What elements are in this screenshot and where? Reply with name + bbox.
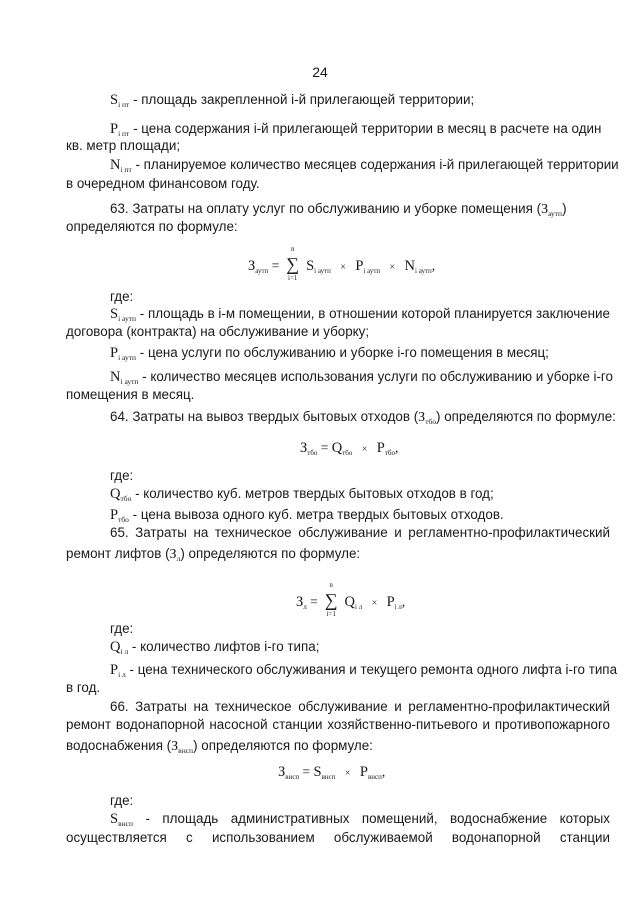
formula-eq: = (310, 594, 318, 609)
formula-op: × (344, 768, 351, 779)
item-66-heading-cont: ремонт водонапорной насосной станции хозяйственно-питьевого и противопожарного (66, 717, 610, 732)
symbol: P (110, 345, 119, 361)
heading-text: 63. Затраты на оплату услуг по обслуживанию и уборке помещения ( (110, 201, 542, 216)
symbol: З (171, 739, 179, 754)
sum-sign: n ∑ i=1 (286, 245, 300, 282)
formula-lhs-sub: л (303, 603, 307, 611)
formula-lhs: З (248, 258, 256, 274)
formula-term: P (355, 258, 364, 274)
symbol: P (110, 507, 119, 523)
symbol: З (169, 547, 177, 562)
definition-text: - цена содержания i-й прилегающей территории в месяц в расчете на один (133, 121, 602, 136)
formula-term: Q (331, 440, 343, 456)
where-label: где: (110, 289, 134, 304)
item-65-heading-cont (66, 546, 360, 567)
symbol: P (110, 121, 119, 137)
definition-text-cont: кв. метр площади; (66, 138, 181, 153)
formula-lhs: З (296, 594, 304, 610)
formula-term-sub: тбо (384, 449, 395, 457)
formula-op: × (340, 262, 346, 273)
definition-p-il (110, 662, 617, 683)
where-label: где: (110, 621, 134, 636)
definition-text-cont: в год. (66, 680, 101, 695)
symbol: Q (110, 639, 121, 655)
formula-end: , (394, 440, 399, 455)
definition-text: - количество куб. метров твердых бытовых отходов в год; (135, 486, 494, 501)
formula-63 (248, 245, 436, 282)
heading-text: ) определяются по формуле: (180, 546, 361, 561)
formula-end: , (381, 764, 386, 779)
formula-term: S (306, 258, 315, 274)
formula-eq: = (320, 440, 329, 455)
definition-text: - количество месяцев использования услуги по обслуживанию и уборке i-го (142, 369, 613, 384)
symbol-subscript: внсп (118, 819, 133, 828)
symbol: S (110, 92, 119, 108)
symbol-subscript: i аутп (120, 377, 139, 386)
formula-term-sub: тбо (342, 449, 353, 457)
sum-lower: i=1 (326, 610, 336, 618)
definition-text: - площадь в i-м помещении, в отношении которой планируется заключение (139, 306, 610, 321)
formula-eq: = (271, 258, 280, 273)
symbol: N (110, 157, 121, 173)
formula-op: × (389, 262, 396, 273)
formula-66 (278, 764, 385, 781)
heading-text: 64. Затраты на вывоз твердых бытовых отходов ( (110, 409, 419, 424)
formula-term: N (404, 258, 416, 274)
where-label: где: (110, 793, 134, 808)
definition-text-cont: осуществляется с использованием обслуживаемой водонапорной станции (66, 830, 610, 845)
definition-n-ipt (110, 157, 619, 178)
symbol: P (110, 662, 119, 678)
definition-text: - площадь закрепленной i-й прилегающей территории; (133, 92, 475, 107)
definition-s-vnsp (110, 811, 610, 832)
sum-sign: n ∑ i=1 (324, 581, 338, 618)
formula-term-sub: внсп (321, 773, 336, 781)
formula-65 (296, 581, 406, 618)
formula-term-sub: i л (394, 603, 402, 611)
symbol: З (418, 410, 426, 425)
heading-text: ) определяются по формуле: (193, 738, 373, 753)
definition-text-cont: договора (контракта) на обслуживание и уборку; (66, 324, 370, 339)
symbol-subscript: тбо (425, 417, 437, 426)
formula-term: Q (344, 594, 355, 610)
symbol-subscript: тбо (120, 494, 132, 503)
heading-text: водоснабжения ( (66, 738, 172, 753)
definition-s-ipt (110, 92, 474, 113)
definition-text: - площадь административных помещений, водоснабжение которых (145, 811, 610, 826)
sum-lower: i=1 (288, 274, 298, 282)
item-64-heading (110, 409, 616, 430)
definition-text-cont: в очередном финансовом году. (66, 176, 260, 191)
symbol-subscript: л (176, 554, 181, 563)
formula-64 (300, 440, 398, 457)
definition-p-iautp (110, 345, 549, 366)
formula-op: × (371, 598, 378, 609)
symbol-subscript: i пт (120, 165, 132, 174)
formula-term-sub: внсп (368, 773, 382, 781)
definition-text: - цена вывоза одного куб. метра твердых бытовых отходов. (132, 507, 504, 522)
symbol-subscript: i аутп (118, 353, 137, 362)
item-65-heading: 65. Затраты на техническое обслуживание и регламентно-профилактический (110, 525, 610, 540)
page-number: 24 (312, 64, 328, 80)
formula-lhs-sub: внсп (285, 773, 300, 781)
symbol: N (110, 369, 121, 385)
item-66-heading-cont2 (66, 738, 373, 759)
sum-upper: n (329, 581, 333, 589)
definition-text: - планируемое количество месяцев содержания i-й прилегающей территории (135, 157, 619, 172)
formula-term-sub: i аутп (314, 267, 331, 275)
symbol: З (541, 202, 549, 217)
item-63-heading-cont: определяются по формуле: (66, 219, 238, 234)
where-label: где: (110, 468, 134, 483)
formula-lhs-sub: аутп (255, 267, 269, 275)
definition-text: - цена технического обслуживания и текущего ремонта одного лифта i-го типа (129, 662, 618, 677)
symbol: S (110, 306, 119, 322)
symbol-subscript: i пт (118, 100, 130, 109)
formula-term: P (386, 594, 395, 610)
formula-lhs: З (300, 440, 308, 456)
formula-end: , (401, 594, 406, 609)
symbol-subscript: тбо (118, 515, 129, 524)
item-66-heading: 66. Затраты на техническое обслуживание и регламентно-профилактический (110, 699, 610, 714)
symbol-subscript: i л (118, 670, 126, 679)
formula-term: P (359, 764, 368, 780)
definition-q-tbo (110, 486, 494, 507)
definition-text: - цена услуги по обслуживанию и уборке i-го помещения в месяц; (139, 345, 549, 360)
formula-term: S (313, 764, 322, 780)
heading-text: ремонт лифтов ( (66, 546, 170, 561)
formula-lhs-sub: тбо (307, 449, 318, 457)
symbol: S (110, 811, 119, 827)
definition-text: - количество лифтов i-го типа; (131, 639, 320, 654)
heading-text: ) определяются по формуле: (436, 409, 616, 424)
heading-text: ) (562, 201, 567, 216)
symbol-subscript: i пт (118, 129, 130, 138)
definition-q-il (110, 639, 319, 660)
formula-term-sub: i аутп (415, 267, 432, 275)
symbol: Q (110, 486, 121, 502)
symbol-subscript: i аутп (118, 314, 137, 323)
symbol-subscript: аутп (548, 209, 563, 218)
symbol-subscript: внсп (178, 746, 194, 755)
formula-op: × (361, 444, 368, 455)
formula-lhs: З (278, 764, 286, 780)
definition-text-cont: помещения в месяц. (66, 387, 195, 402)
sum-upper: n (290, 245, 295, 253)
formula-term-sub: i л (355, 603, 363, 611)
symbol-subscript: i л (120, 647, 129, 656)
formula-eq: = (302, 764, 311, 779)
definition-p-ipt (110, 121, 601, 142)
formula-term-sub: i аутп (363, 267, 381, 275)
formula-term: P (376, 440, 385, 456)
formula-end: , (431, 258, 436, 273)
